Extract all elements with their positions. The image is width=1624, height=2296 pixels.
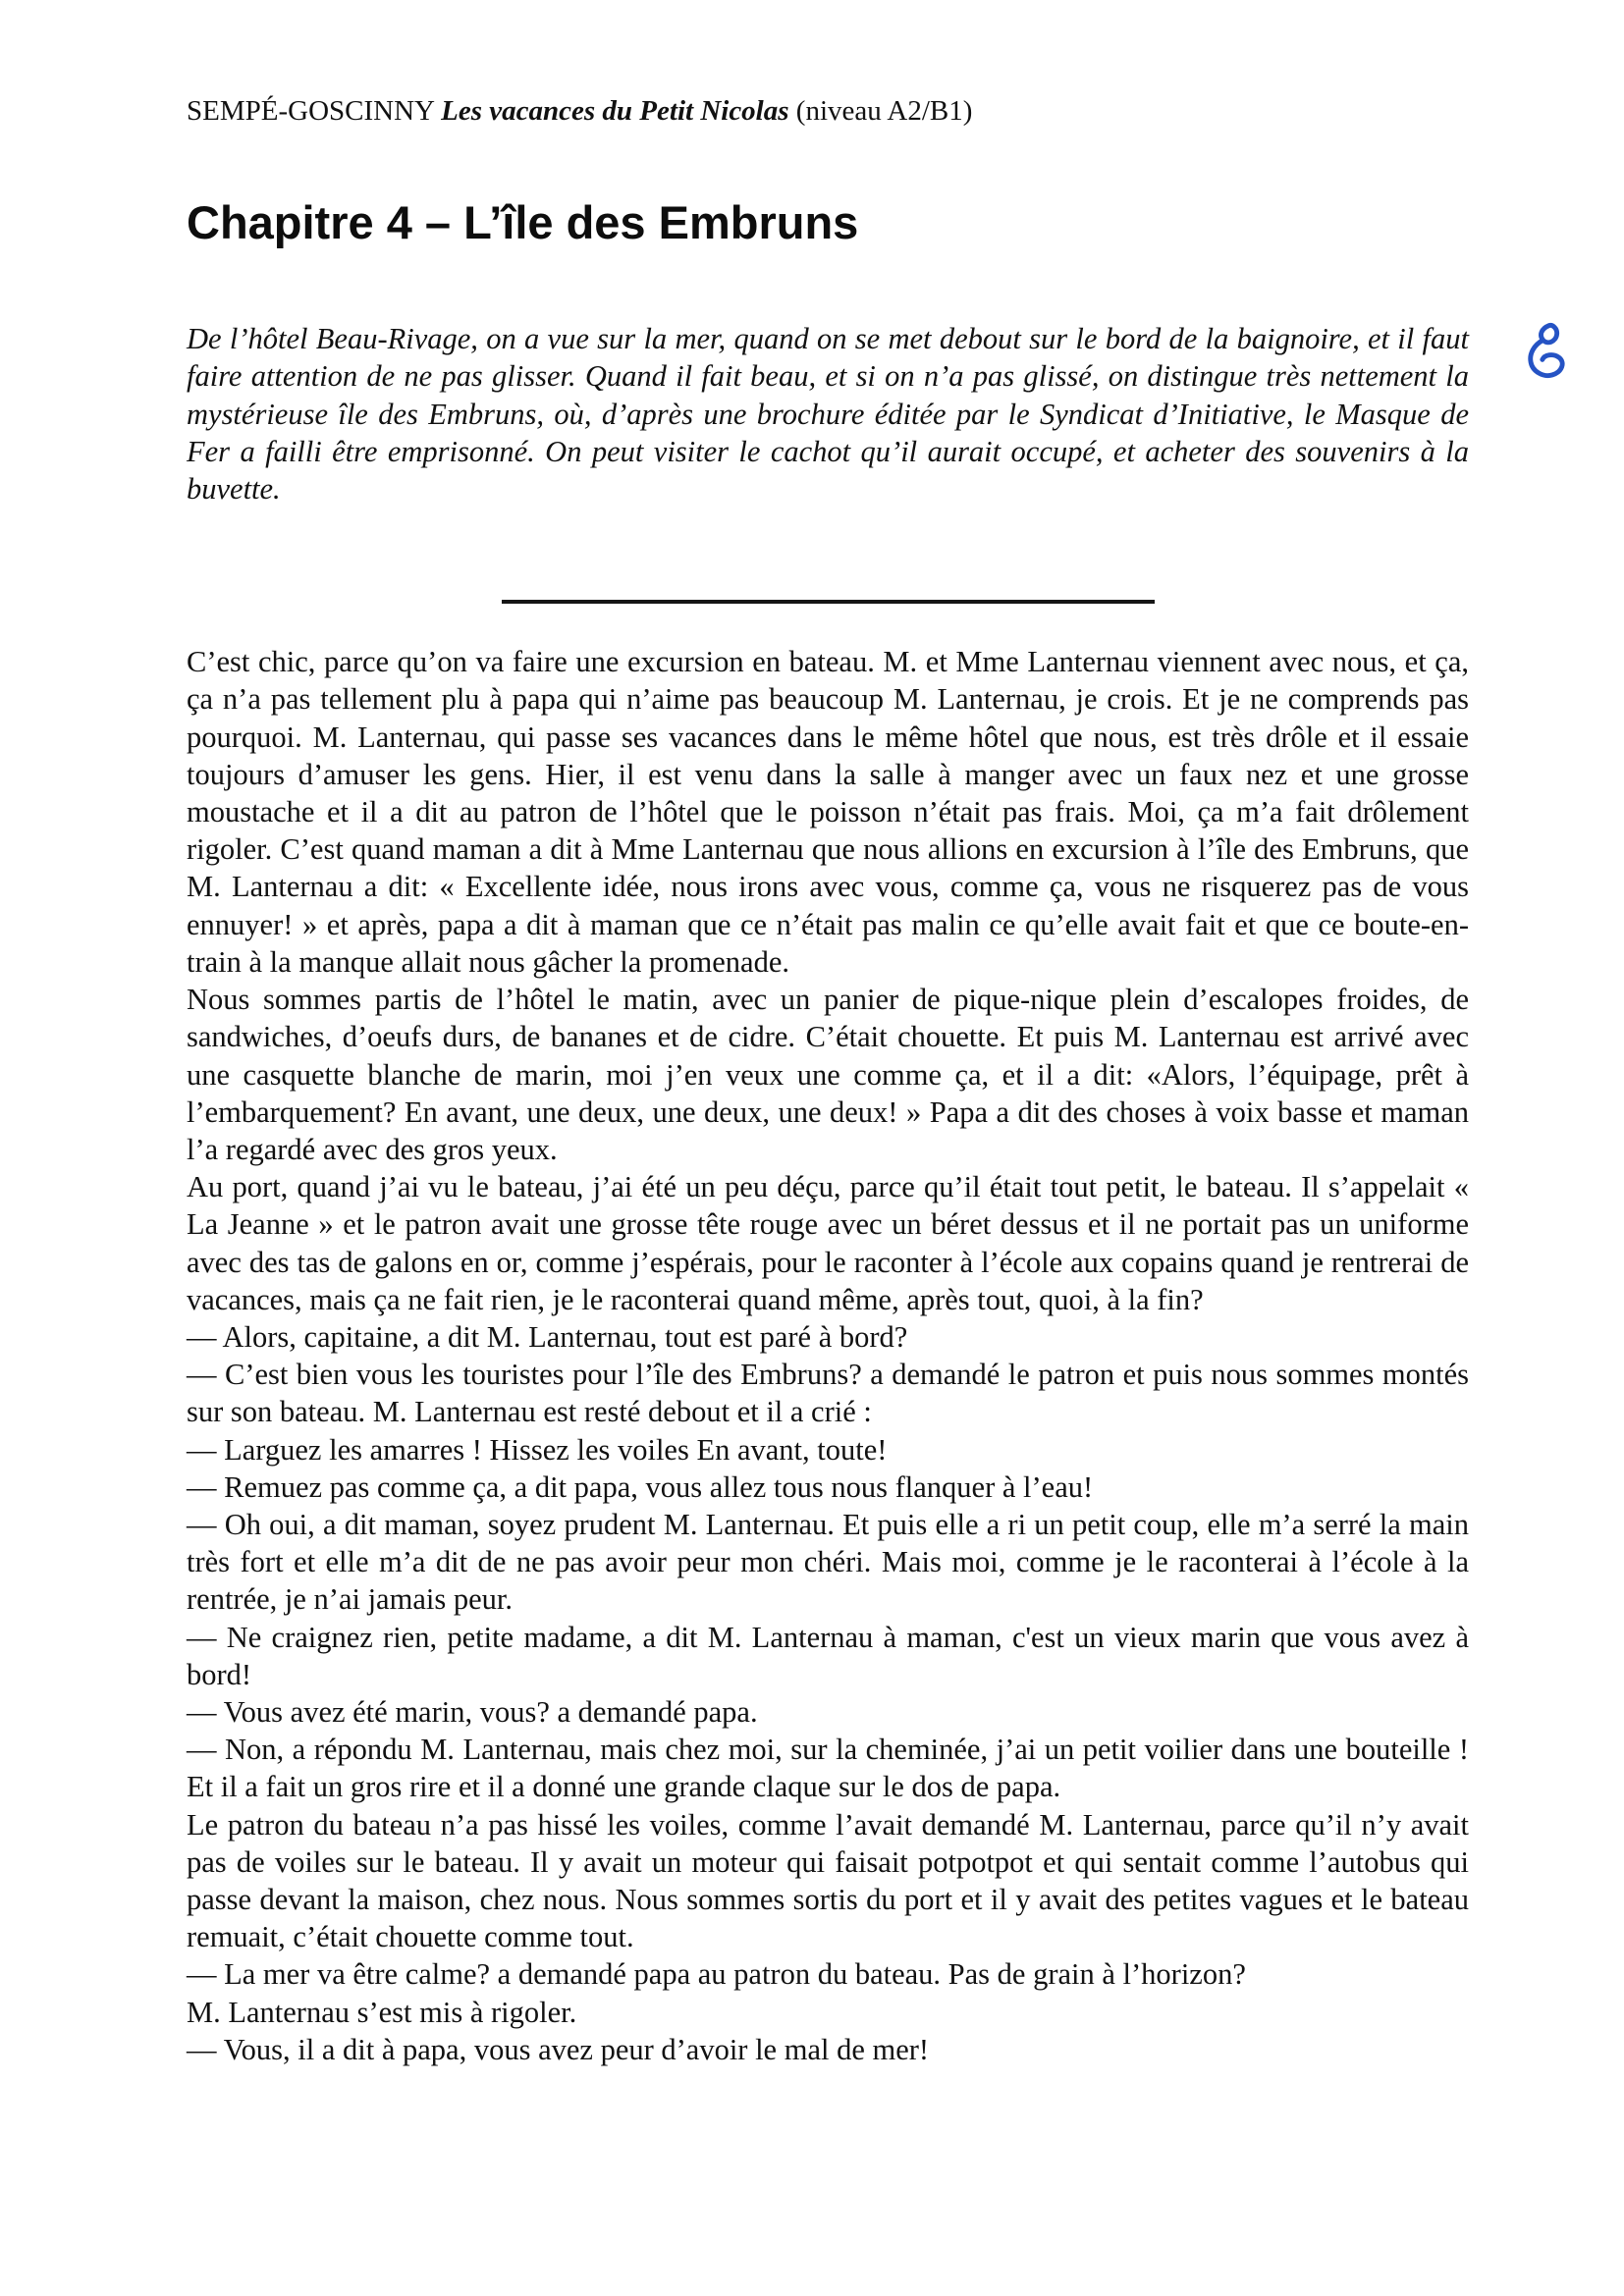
handwritten-8-icon	[1526, 322, 1569, 383]
paragraph: M. Lanternau s’est mis à rigoler.	[187, 1995, 577, 2029]
page-content	[187, 0, 1469, 2068]
paragraph: Nous sommes partis de l’hôtel le matin, avec un panier de pique-nique plein d’escalopes froides, de sandwiches, d’oeufs durs, de bananes et de cidre. C’était chouette. Et puis M. Lanternau est arrivé avec une casquette blanche de marin, moi j’en veux une comme ça, et il a dit: «Alors, l’équipage, prêt à l’embarquement? En avant, une deux, une deux, une deux! » Papa a dit des choses à voix basse et maman l’a regardé avec des gros yeux.	[187, 983, 1469, 1166]
chapter-title: Chapitre 4 – L’île des Embruns	[187, 195, 859, 248]
intro-paragraph: De l’hôtel Beau-Rivage, on a vue sur la mer, quand on se met debout sur le bord de la baignoire, et il faut faire attention de ne pas glisser. Quand il fait beau, et si on n’a pas glissé, on distingue très nettement la mystérieuse île des Embruns, où, d’après une brochure éditée par le Syndicat d’Initiative, le Masque de Fer a failli être emprisonné. On peut visiter le cachot qu’il aurait occupé, et acheter des souvenirs à la buvette.	[187, 322, 1469, 507]
handwritten-8-annotation	[1526, 322, 1569, 383]
paragraph: C’est chic, parce qu’on va faire une excursion en bateau. M. et Mme Lanternau viennent avec nous, et ça, ça n’a pas tellement plu à papa qui n’aime pas beaucoup M. Lanternau, je crois. Et je ne comprends pas pourquoi. M. Lanternau, qui passe ses vacances dans le même hôtel que nous, est très drôle et il essaie toujours d’amuser les gens. Hier, il est venu dans la salle à manger avec un faux nez et une grosse moustache et il a dit au patron de l’hôtel que le poisson n’était pas frais. Moi, ça m’a fait drôlement rigoler. C’est quand maman a dit à Mme Lanternau que nous allions en excursion à l’île des Embruns, que M. Lanternau a dit: « Excellente idée, nous irons avec vous, comme ça, vous ne risquerez pas de vous ennuyer! » et après, papa a dit à maman que ce n’était pas malin ce qu’elle avait fait et que ce boute-en-train à la manque allait nous gâcher la promenade.	[187, 645, 1469, 979]
header-book-title: Les vacances du Petit Nicolas	[441, 95, 789, 127]
paragraph: Le patron du bateau n’a pas hissé les voiles, comme l’avait demandé M. Lanternau, parce qu’il n’y avait pas de voiles sur le bateau. Il y avait un moteur qui faisait potpotpot et qui sentait comme l’autobus qui passe devant la maison, chez nous. Nous sommes sortis du port et il y avait des petites vagues et le bateau remuait, c’était chouette comme tout.	[187, 1807, 1469, 1954]
paragraph: — Vous avez été marin, vous? a demandé papa.	[187, 1694, 758, 1729]
header-level: (niveau A2/B1)	[788, 95, 973, 127]
paragraph: — C’est bien vous les touristes pour l’île des Embruns? a demandé le patron et puis nous sommes montés sur son bateau. M. Lanternau est resté debout et il a crié :	[187, 1358, 1469, 1429]
paragraph: — Remuez pas comme ça, a dit papa, vous allez tous nous flanquer à l’eau!	[187, 1469, 1094, 1504]
document-header	[187, 0, 1469, 129]
paragraph: — Oh oui, a dit maman, soyez prudent M. Lanternau. Et puis elle a ri un petit coup, elle m’a serré la main très fort et elle m’a dit de ne pas avoir peur mon chéri. Mais moi, comme je le raconterai à l’école à la rentrée, je n’ai jamais peur.	[187, 1507, 1469, 1617]
paragraph: — Alors, capitaine, a dit M. Lanternau, tout est paré à bord?	[187, 1319, 908, 1354]
paragraph: — Ne craignez rien, petite madame, a dit M. Lanternau à maman, c'est un vieux marin que vous avez à bord!	[187, 1620, 1469, 1691]
paragraph: Au port, quand j’ai vu le bateau, j’ai été un peu déçu, parce qu’il était tout petit, le bateau. Il s’appelait « La Jeanne » et le patron avait une grosse tête rouge avec un béret dessus et il ne portait pas un uniforme avec des tas de galons en or, comme j’espérais, pour le raconter à l’école aux copains quand je rentrerai de vacances, mais ça ne fait rien, je le raconterai quand même, après tout, quoi, à la fin?	[187, 1170, 1469, 1316]
header-author: SEMPÉ-GOSCINNY	[187, 95, 442, 127]
body-text	[187, 643, 1469, 2068]
paragraph: — Non, a répondu M. Lanternau, mais chez moi, sur la cheminée, j’ai un petit voilier dans une bouteille ! Et il a fait un gros rire et il a donné une grande claque sur le dos de papa.	[187, 1733, 1469, 1804]
paragraph: — Larguez les amarres ! Hissez les voiles En avant, toute!	[187, 1432, 888, 1467]
separator-line	[502, 600, 1155, 604]
handwritten-8-stroke	[1531, 325, 1562, 375]
paragraph: — Vous, il a dit à papa, vous avez peur d’avoir le mal de mer!	[187, 2032, 930, 2066]
paragraph: — La mer va être calme? a demandé papa au patron du bateau. Pas de grain à l’horizon?	[187, 1957, 1246, 1992]
